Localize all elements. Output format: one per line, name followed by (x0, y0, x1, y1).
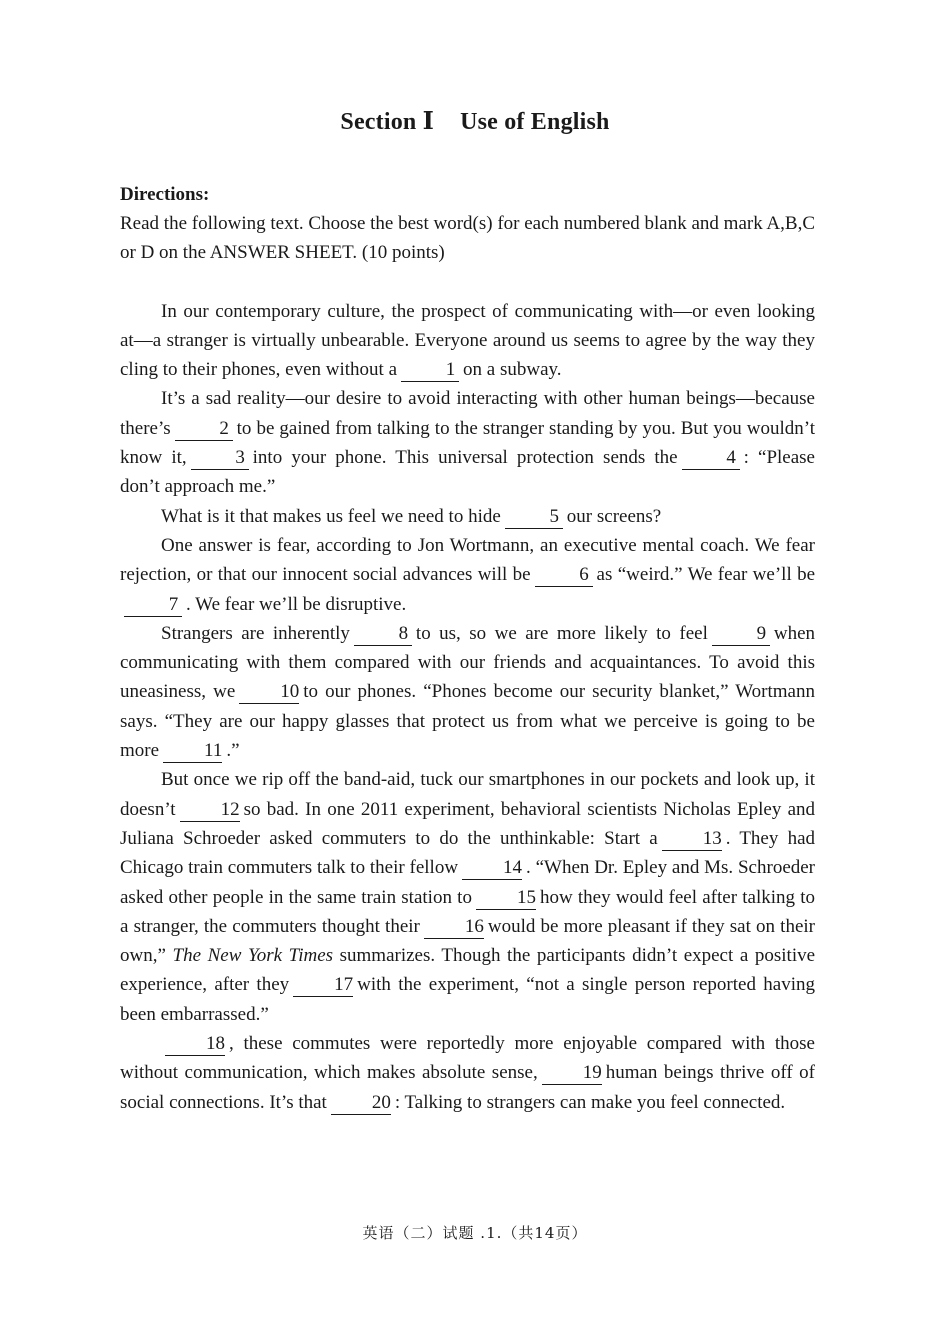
text: when communicating with them compared with our friends and acquaintances. To avoid this uneasiness, we (120, 622, 816, 703)
text: how they would feel after talking to a stranger, the commuters thought their (120, 886, 815, 937)
blank-20: 20 (331, 1092, 391, 1115)
content (120, 180, 815, 1117)
blank-15: 15 (476, 887, 536, 910)
blank-17: 17 (293, 974, 353, 997)
text: But once we rip off the band-aid, tuck our smartphones in our pockets and look up, it doesn’t (120, 769, 815, 820)
text: our screens? (566, 505, 662, 527)
blank-5: 5 (505, 506, 563, 529)
blank-12: 12 (180, 799, 240, 822)
blank-2: 2 (175, 418, 233, 441)
directions-label: Directions: (120, 184, 210, 205)
text: . We fear we’ll be disruptive. (186, 593, 407, 615)
text: into your phone. This universal protection sends the (252, 447, 678, 469)
blank-1: 1 (401, 359, 459, 382)
blank-10: 10 (239, 681, 299, 704)
section-title (0, 106, 950, 136)
blank-7: 7 (124, 594, 182, 617)
text: would be more pleasant if they sat on their own,” (120, 915, 815, 967)
text: to be gained from talking to the stranger standing by you. But you wouldn’t know it, (120, 417, 815, 469)
blank-19: 19 (542, 1062, 602, 1085)
paragraph-7 (120, 1029, 815, 1117)
paragraph-5 (120, 619, 815, 765)
newspaper-title: The New York Times (172, 945, 334, 967)
paragraph-1 (120, 297, 815, 385)
blank-11: 11 (163, 740, 222, 763)
text: .” (226, 740, 240, 762)
text: with the experiment, “not a single person reported having been embarrassed.” (120, 974, 815, 1025)
blank-13: 13 (662, 828, 722, 851)
blank-14: 14 (462, 857, 522, 880)
paragraph-3 (120, 502, 815, 531)
text: It’s a sad reality—our desire to avoid interacting with other human beings—because there’s (120, 388, 815, 439)
text: . They had Chicago train commuters talk to their fellow (120, 827, 815, 879)
section-name: Use of English (460, 109, 610, 135)
paragraph-4 (120, 531, 815, 619)
text: summarizes. Though the participants didn’t expect a positive experience, after they (120, 945, 816, 996)
text: on a subway. (463, 359, 562, 381)
blank-9: 9 (712, 623, 770, 646)
blank-18: 18 (165, 1033, 225, 1056)
text: to our phones. “Phones become our security blanket,” Wortmann says. “They are our happy glasses that protect us from what we perceive is going to be more (120, 681, 815, 762)
blank-4: 4 (682, 447, 740, 470)
text: so bad. In one 2011 experiment, behavioral scientists Nicholas Epley and Juliana Schroeder asked commuters to do the unthinkable: Start a (120, 798, 815, 849)
text: What is it that makes us feel we need to hide (161, 505, 501, 527)
directions-text: Read the following text. Choose the best word(s) for each numbered blank and mark A,B,C or D on the ANSWER SHEET. (10 points) (120, 213, 815, 264)
section-number: Section Ⅰ (340, 109, 435, 135)
text: , these commutes were reportedly more enjoyable compared with those without communication, which makes absolute sense, (120, 1033, 815, 1084)
text: : “Please don’t approach me.” (120, 447, 815, 498)
paragraph-6 (120, 765, 815, 1029)
blank-8: 8 (354, 623, 412, 646)
blank-16: 16 (424, 916, 484, 939)
text: One answer is fear, according to Jon Wortmann, an executive mental coach. We fear rejection, or that our innocent social advances will be (120, 534, 815, 586)
passage (120, 297, 815, 1117)
page-footer: 英语（二）试题 .1.（共14页） (362, 1224, 588, 1242)
blank-3: 3 (191, 447, 249, 470)
text: : Talking to strangers can make you feel connected. (394, 1091, 786, 1113)
text: to us, so we are more likely to feel (415, 622, 708, 644)
text: Strangers are inherently (161, 622, 350, 644)
paragraph-2 (120, 384, 815, 501)
blank-6: 6 (535, 564, 593, 587)
text: In our contemporary culture, the prospect of communicating with—or even looking at—a stranger is virtually unbearable. Everyone around us seems to agree by the way they cling to their phones, even without a (120, 300, 815, 381)
text: as “weird.” We fear we’ll be (596, 564, 816, 586)
text: . “When Dr. Epley and Ms. Schroeder asked other people in the same train station to (120, 857, 816, 908)
text: human beings thrive off of social connections. It’s that (120, 1062, 815, 1113)
